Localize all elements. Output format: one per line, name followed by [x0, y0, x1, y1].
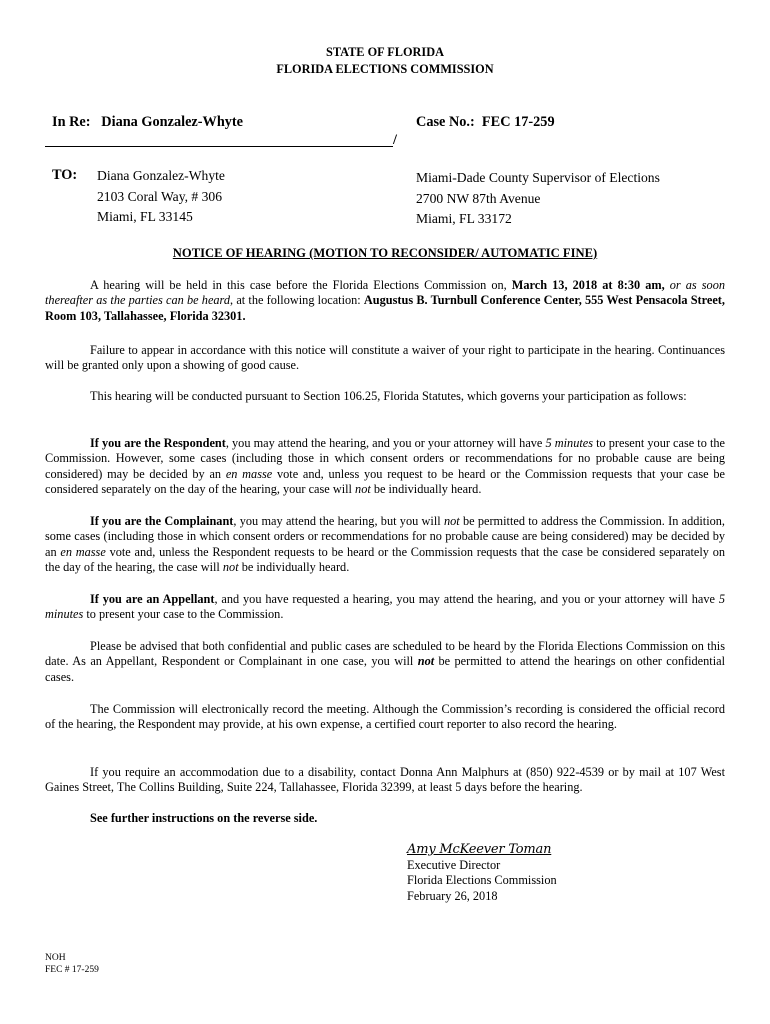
to-label: TO: [52, 167, 78, 183]
p1-location: Augustus B. Turnbull Conference Center, 555 West Pensacola Street, Room 103, Tallahassee, Florida 32301. [45, 293, 725, 323]
case-no-label: Case No.: [416, 114, 475, 130]
signature-date: February 26, 2018 [407, 888, 498, 903]
p4-text-a: , you may attend the hearing, and you or your attorney will have [225, 436, 546, 450]
case-slash: / [393, 132, 397, 148]
p5-italic-c: not [222, 560, 239, 575]
recipient-city: Miami, FL 33145 [97, 209, 193, 224]
p1-italic: or as soon thereafter as the parties can be heard [45, 278, 725, 308]
case-number [416, 113, 555, 132]
paragraph-recording [45, 702, 725, 733]
recipient-address [97, 166, 225, 228]
paragraph-reverse-side [45, 811, 725, 826]
paragraph-accommodation [45, 765, 725, 796]
signer-title: Executive Director [407, 857, 501, 872]
p5-text-a: , you may attend the hearing, but you will [233, 514, 444, 528]
notice-title: NOTICE OF HEARING (MOTION TO RECONSIDER/ AUTOMATIC FINE) [172, 246, 598, 260]
copy-address [416, 168, 660, 230]
p2-text: Failure to appear in accordance with this notice will constitute a waiver of your right to participate in the hearing. Continuances will be granted only upon a showing of good cause. [45, 343, 725, 373]
paragraph-statute [45, 389, 725, 404]
footer [45, 952, 99, 976]
header-state: STATE OF FLORIDA [326, 45, 444, 59]
p5-lead: If you are the Complainant [90, 514, 234, 528]
recipient-name: Diana Gonzalez-Whyte [97, 168, 225, 183]
p1-text: A hearing will be held in this case before the Florida Elections Commission on, [90, 278, 512, 292]
p4-lead: If you are the Respondent [90, 436, 226, 450]
signature-block [407, 842, 557, 904]
p4-italic-c: not [355, 482, 371, 497]
copy-name: Miami-Dade County Supervisor of Elections [416, 170, 660, 185]
paragraph-respondent [45, 436, 725, 498]
p6-text-a: , and you have requested a hearing, you may attend the hearing, and you or your attorney will have [214, 592, 719, 606]
p1-text-b: , at the following location: [230, 293, 364, 308]
p5-text-d: be individually heard. [238, 560, 350, 575]
p10-text: See further instructions on the reverse side. [90, 811, 318, 825]
p7-bold-italic: not [417, 654, 435, 669]
case-divider [45, 146, 393, 147]
copy-street: 2700 NW 87th Avenue [416, 190, 541, 206]
p4-italic-a: 5 minutes [545, 436, 594, 450]
footer-code: NOH [45, 953, 66, 963]
paragraph-confidential [45, 639, 725, 685]
in-re [52, 113, 243, 132]
p4-text-c: vote and, unless you request to be heard or the Commission requests that your case be considered separately on the day of the hearing, your case will [45, 466, 725, 497]
p5-text-b: be permitted to address the Commission. In addition, some cases (including those in which consent orders or recommendations for no probable cause are being considered) may be decided by an [45, 514, 726, 559]
p4-italic-b: en masse [225, 466, 273, 481]
p8-text: The Commission will electronically record the meeting. Although the Commission’s recording is considered the official record of the hearing, the Respondent may provide, at his own expense, a certified court reporter to also record the hearing. [45, 702, 725, 732]
paragraph-appellant [45, 592, 725, 623]
p4-text-d: be individually heard. [370, 482, 482, 497]
p7-text-a: Please be advised that both confidential and public cases are scheduled to be heard by the Florida Elections Commission on this date. As an Appellant, Respondent or Complainant in one case, you will [45, 639, 725, 669]
header [0, 44, 770, 78]
paragraph-failure [45, 343, 725, 374]
p7-text-b: be permitted to attend the hearings on other confidential cases. [45, 654, 725, 684]
in-re-name: Diana Gonzalez-Whyte [101, 114, 244, 130]
case-no-value: FEC 17-259 [481, 114, 555, 130]
p5-italic-b: en masse [60, 544, 106, 559]
p5-italic-a: not [443, 514, 460, 528]
p6-italic-a: 5 minutes [45, 592, 725, 622]
p1-date: March 13, 2018 at 8:30 am, [511, 278, 665, 292]
p4-text-b: to present your case to the Commission. However, some cases (including those in which consent orders or recommendations for no probable cause are being considered) may be decided by an [45, 436, 725, 481]
p6-text-b: to present your case to the Commission. [83, 607, 284, 622]
copy-city: Miami, FL 33172 [416, 211, 512, 226]
in-re-label: In Re: [52, 114, 91, 130]
paragraph-hearing [45, 278, 725, 324]
paragraph-complainant [45, 514, 725, 576]
footer-case: FEC # 17-259 [45, 965, 99, 975]
p9-text: If you require an accommodation due to a disability, contact Donna Ann Malphurs at (850) 922-4539 or by mail at 107 West Gaines Street, The Collins Building, Suite 224, Tallahassee, Florida 32399, at least 5 days before the hearing. [45, 765, 725, 795]
recipient-street: 2103 Coral Way, # 306 [97, 188, 223, 204]
p6-lead: If you are an Appellant [90, 592, 215, 606]
signature: Amy McKeever Toman [407, 842, 552, 857]
header-commission: FLORIDA ELECTIONS COMMISSION [276, 62, 494, 76]
p3-text: This hearing will be conducted pursuant to Section 106.25, Florida Statutes, which governs your participation as follows: [90, 389, 687, 403]
p5-text-c: vote and, unless the Respondent requests to be heard or the Commission requests that the case be considered separately on the day of the hearing, the case will [45, 544, 725, 575]
signer-organization: Florida Elections Commission [407, 873, 557, 888]
